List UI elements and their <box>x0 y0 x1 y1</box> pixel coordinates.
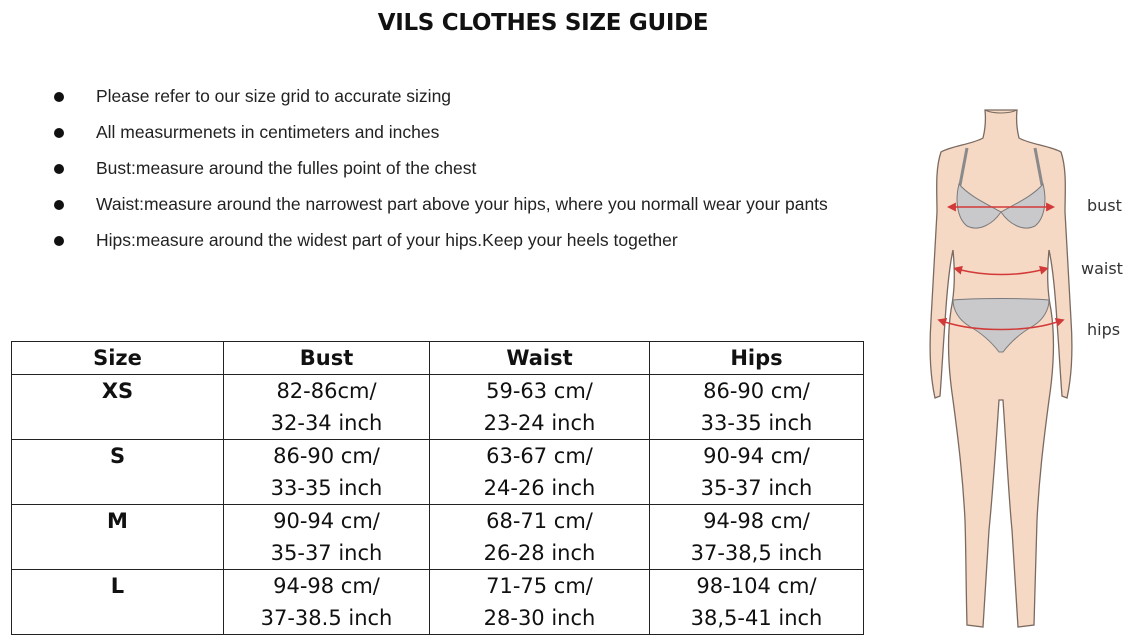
inch-value: 28-30 inch <box>483 606 596 630</box>
cm-value: 82-86cm/ <box>276 379 377 403</box>
waist-cell <box>430 375 650 440</box>
inch-value: 24-26 inch <box>483 476 596 500</box>
cm-value: 59-63 cm/ <box>486 379 593 403</box>
size-cell <box>12 375 224 440</box>
inch-value: 33-35 inch <box>700 411 813 435</box>
size-table <box>11 341 864 635</box>
cm-value: 86-90 cm/ <box>703 379 810 403</box>
inch-value: 33-35 inch <box>270 476 383 500</box>
instruction-text: Hips:measure around the widest part of your hips.Keep your heels together <box>96 230 678 250</box>
bust-cell <box>224 505 430 570</box>
waist-cell <box>430 570 650 635</box>
cm-value: 63-67 cm/ <box>486 444 593 468</box>
hips-cell <box>650 440 864 505</box>
waist-cell <box>430 440 650 505</box>
bullet-icon <box>54 92 64 102</box>
hips-label: hips <box>1087 320 1121 339</box>
size-label: L <box>110 574 125 598</box>
instruction-text: Bust:measure around the fulles point of the chest <box>96 158 477 178</box>
bullet-icon <box>54 236 64 246</box>
size-label: XS <box>101 379 134 403</box>
inch-value: 35-37 inch <box>270 541 383 565</box>
instruction-text: All measurmenets in centimeters and inches <box>96 122 440 142</box>
inch-value: 23-24 inch <box>483 411 596 435</box>
bullet-icon <box>54 128 64 138</box>
body-outline <box>930 110 1072 627</box>
list-item <box>54 230 828 266</box>
cm-value: 90-94 cm/ <box>703 444 810 468</box>
column-header-waist: Waist <box>430 342 650 375</box>
column-header-hips: Hips <box>650 342 864 375</box>
table-row <box>12 505 864 570</box>
size-cell <box>12 570 224 635</box>
table-row <box>12 375 864 440</box>
size-label: S <box>109 444 126 468</box>
cm-value: 71-75 cm/ <box>486 574 593 598</box>
list-item <box>54 194 828 230</box>
size-cell <box>12 505 224 570</box>
inch-value: 32-34 inch <box>270 411 383 435</box>
table-row <box>12 570 864 635</box>
cm-value: 86-90 cm/ <box>273 444 380 468</box>
bust-cell <box>224 570 430 635</box>
column-header-size: Size <box>12 342 224 375</box>
table-header-row <box>12 342 864 375</box>
list-item <box>54 122 828 158</box>
hips-cell <box>650 570 864 635</box>
instruction-text: Waist:measure around the narrowest part above your hips, where you normall wear your pants <box>96 194 828 214</box>
bullet-icon <box>54 164 64 174</box>
waist-cell <box>430 505 650 570</box>
bullet-icon <box>54 200 64 210</box>
bust-cell <box>224 440 430 505</box>
cm-value: 94-98 cm/ <box>273 574 380 598</box>
instruction-list <box>54 86 828 266</box>
cm-value: 90-94 cm/ <box>273 509 380 533</box>
size-cell <box>12 440 224 505</box>
inch-value: 37-38,5 inch <box>690 541 823 565</box>
column-header-bust: Bust <box>224 342 430 375</box>
body-measurement-figure <box>915 100 1136 631</box>
instruction-text: Please refer to our size grid to accurate sizing <box>96 86 452 106</box>
table-row <box>12 440 864 505</box>
inch-value: 37-38.5 inch <box>260 606 393 630</box>
bust-label: bust <box>1087 196 1122 215</box>
list-item <box>54 86 828 122</box>
inch-value: 26-28 inch <box>483 541 596 565</box>
hips-cell <box>650 375 864 440</box>
list-item <box>54 158 828 194</box>
cm-value: 94-98 cm/ <box>703 509 810 533</box>
bust-cell <box>224 375 430 440</box>
hips-cell <box>650 505 864 570</box>
cm-value: 68-71 cm/ <box>486 509 593 533</box>
body-silhouette <box>915 100 1136 631</box>
waist-label: waist <box>1081 259 1123 278</box>
inch-value: 38,5-41 inch <box>690 606 823 630</box>
inch-value: 35-37 inch <box>700 476 813 500</box>
size-label: M <box>107 509 128 533</box>
page-title: VILS CLOTHES SIZE GUIDE <box>377 10 709 36</box>
cm-value: 98-104 cm/ <box>696 574 817 598</box>
